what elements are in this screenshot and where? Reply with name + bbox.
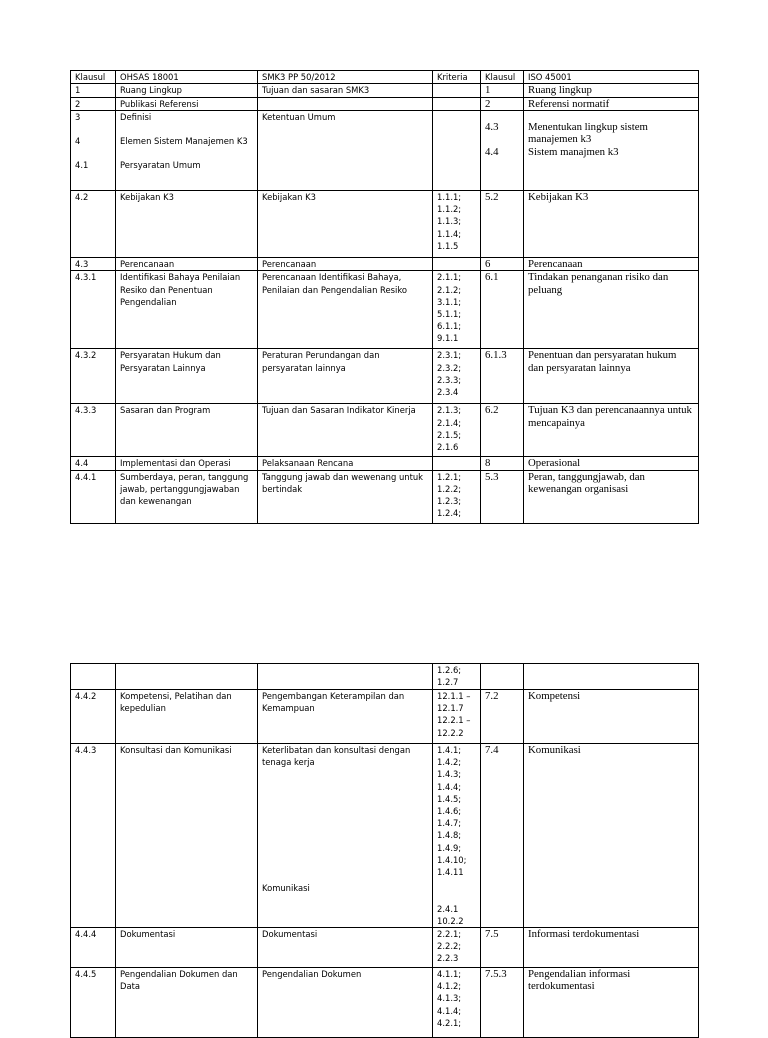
iso-cell: Peran, tanggungjawab, dan kewenangan organisasi bbox=[524, 470, 699, 523]
ohsas-cell: Sumberdaya, peran, tanggung jawab, pertanggungjawaban dan kewenangan bbox=[116, 470, 258, 523]
klausul-cell: 4.4.5 bbox=[71, 968, 116, 1038]
ohsas-cell: Konsultasi dan Komunikasi bbox=[116, 744, 258, 928]
kriteria-item: 12.1.7 bbox=[437, 703, 464, 714]
kriteria-item: 2.1.3; bbox=[437, 405, 462, 416]
ohsas-cell: Identifikasi Bahaya Penilaian Resiko dan Penentuan Pengendalian bbox=[116, 271, 258, 349]
kriteria-item: 1.4.10; bbox=[437, 854, 467, 865]
kriteria-item: 12.2.2 bbox=[437, 727, 464, 738]
ohsas-cell: Sasaran dan Program bbox=[116, 404, 258, 457]
kriteria-cell bbox=[433, 457, 481, 470]
kriteria-item: 4.1.2; bbox=[437, 981, 462, 992]
iso-klausul-cell: 6.1.3 bbox=[481, 349, 524, 404]
header-klausul: Klausul bbox=[71, 71, 116, 84]
table-row bbox=[71, 258, 699, 271]
iso-klausul-cell: 5.2 bbox=[481, 191, 524, 258]
klausul-cell bbox=[71, 664, 116, 690]
table-row bbox=[71, 744, 699, 928]
kriteria-item: 6.1.1; bbox=[437, 321, 462, 332]
kriteria-item: 4.1.3; bbox=[437, 993, 462, 1004]
kriteria-cell bbox=[433, 744, 481, 928]
iso-klausul-cell: 6 bbox=[481, 258, 524, 271]
table-row bbox=[71, 664, 699, 690]
smk3-cell bbox=[258, 664, 433, 690]
ohsas-definisi: Definisi bbox=[120, 112, 152, 123]
kriteria-item: 12.1.1 – bbox=[437, 691, 471, 701]
table-row bbox=[71, 470, 699, 523]
kriteria-item: 4.1.1; bbox=[437, 969, 462, 980]
smk3-cell: Pengembangan Keterampilan dan Kemampuan bbox=[258, 690, 433, 744]
ohsas-cell: Kompetensi, Pelatihan dan kepedulian bbox=[116, 690, 258, 744]
iso-klausul-cell bbox=[481, 111, 524, 191]
iso-cell: Tindakan penanganan risiko dan peluang bbox=[524, 271, 699, 349]
iso-cell: Pengendalian informasi terdokumentasi bbox=[524, 968, 699, 1038]
header-smk3: SMK3 PP 50/2012 bbox=[258, 71, 433, 84]
smk3-cell: Dokumentasi bbox=[258, 928, 433, 968]
smk3-cell bbox=[258, 97, 433, 110]
klausul-cell: 4.4.1 bbox=[71, 470, 116, 523]
ohsas-cell: Persyaratan Hukum dan Persyaratan Lainnya bbox=[116, 349, 258, 404]
ohsas-cell bbox=[116, 111, 258, 191]
kriteria-item: 2.2.3 bbox=[437, 953, 459, 964]
table-row bbox=[71, 349, 699, 404]
ohsas-cell: Publikasi Referensi bbox=[116, 97, 258, 110]
iso-cell bbox=[524, 111, 699, 191]
iso-klausul-4-3: 4.3 bbox=[485, 121, 499, 134]
kriteria-cell bbox=[433, 271, 481, 349]
smk3-komunikasi: Komunikasi bbox=[262, 883, 310, 894]
kriteria-cell bbox=[433, 84, 481, 97]
kriteria-item: 2.3.3; bbox=[437, 374, 462, 385]
table-row bbox=[71, 928, 699, 968]
smk3-cell: Tujuan dan sasaran SMK3 bbox=[258, 84, 433, 97]
smk3-cell: Pelaksanaan Rencana bbox=[258, 457, 433, 470]
ohsas-cell: Ruang Lingkup bbox=[116, 84, 258, 97]
iso-cell: Tujuan K3 dan perencanaannya untuk mencapainya bbox=[524, 404, 699, 457]
iso-sistem: Sistem manajmen k3 bbox=[528, 145, 619, 158]
header-kriteria: Kriteria bbox=[433, 71, 481, 84]
kriteria-item: 10.2.2 bbox=[437, 915, 464, 926]
kriteria-cell bbox=[433, 349, 481, 404]
ohsas-persyaratan-umum: Persyaratan Umum bbox=[120, 160, 201, 171]
kriteria-item: 1.2.2; bbox=[437, 484, 462, 495]
kriteria-item: 1.1.4; bbox=[437, 228, 462, 239]
kriteria-item: 1.4.3; bbox=[437, 769, 462, 780]
kriteria-item: 4.2.1; bbox=[437, 1017, 462, 1028]
kriteria-item: 1.1.5 bbox=[437, 240, 459, 251]
smk3-cell: Ketentuan Umum bbox=[258, 111, 433, 191]
table-row bbox=[71, 84, 699, 97]
ohsas-cell: Kebijakan K3 bbox=[116, 191, 258, 258]
klausul-cell bbox=[71, 111, 116, 191]
kriteria-item: 1.4.2; bbox=[437, 757, 462, 768]
kriteria-item: 3.1.1; bbox=[437, 296, 462, 307]
kriteria-cell bbox=[433, 111, 481, 191]
kriteria-cell bbox=[433, 470, 481, 523]
kriteria-item: 2.4.1 bbox=[437, 903, 459, 914]
kriteria-item: 1.2.1; bbox=[437, 471, 462, 482]
kriteria-item: 1.4.6; bbox=[437, 806, 462, 817]
table-row bbox=[71, 457, 699, 470]
iso-klausul-cell: 7.4 bbox=[481, 744, 524, 928]
klausul-cell: 4.3.2 bbox=[71, 349, 116, 404]
klausul-cell: 1 bbox=[71, 84, 116, 97]
klausul-cell: 4.4.4 bbox=[71, 928, 116, 968]
table-row bbox=[71, 97, 699, 110]
iso-cell: Ruang lingkup bbox=[524, 84, 699, 97]
table-row bbox=[71, 968, 699, 1038]
kriteria-item: 2.2.2; bbox=[437, 941, 462, 952]
klausul-cell: 4.4 bbox=[71, 457, 116, 470]
ohsas-cell: Perencanaan bbox=[116, 258, 258, 271]
kriteria-item: 12.2.1 – bbox=[437, 715, 471, 726]
kriteria-item: 1.1.1; bbox=[437, 192, 462, 203]
kriteria-item: 1.4.7; bbox=[437, 818, 462, 829]
klausul-cell: 4.4.2 bbox=[71, 690, 116, 744]
kriteria-item: 9.1.1 bbox=[437, 333, 459, 344]
klausul-4: 4 bbox=[75, 136, 81, 147]
kriteria-item: 2.1.2; bbox=[437, 284, 462, 295]
kriteria-cell bbox=[433, 97, 481, 110]
kriteria-item: 4.1.4; bbox=[437, 1005, 462, 1016]
kriteria-item: 2.1.6 bbox=[437, 442, 459, 453]
iso-klausul-cell: 6.1 bbox=[481, 271, 524, 349]
kriteria-item: 2.1.1; bbox=[437, 272, 462, 283]
smk3-cell: Tujuan dan Sasaran Indikator Kinerja bbox=[258, 404, 433, 457]
ohsas-cell bbox=[116, 664, 258, 690]
kriteria-cell bbox=[433, 258, 481, 271]
table-header-row bbox=[71, 71, 699, 84]
klausul-cell: 4.3.1 bbox=[71, 271, 116, 349]
iso-klausul-cell: 2 bbox=[481, 97, 524, 110]
iso-cell: Kompetensi bbox=[524, 690, 699, 744]
kriteria-item: 2.3.4 bbox=[437, 387, 459, 398]
iso-klausul-cell: 8 bbox=[481, 457, 524, 470]
kriteria-item: 2.2.1; bbox=[437, 929, 462, 940]
iso-klausul-cell: 7.5 bbox=[481, 928, 524, 968]
iso-klausul-4-4: 4.4 bbox=[485, 145, 499, 158]
smk3-cell bbox=[258, 744, 433, 928]
iso-cell: Referensi normatif bbox=[524, 97, 699, 110]
smk3-cell: Tanggung jawab dan wewenang untuk bertindak bbox=[258, 470, 433, 523]
kriteria-item: 2.1.4; bbox=[437, 417, 462, 428]
klausul-cell: 2 bbox=[71, 97, 116, 110]
iso-klausul-cell: 6.2 bbox=[481, 404, 524, 457]
kriteria-item: 1.4.4; bbox=[437, 781, 462, 792]
iso-klausul-cell: 7.5.3 bbox=[481, 968, 524, 1038]
kriteria-item: 1.2.3; bbox=[437, 496, 462, 507]
table-row bbox=[71, 191, 699, 258]
smk3-cell: Perencanaan bbox=[258, 258, 433, 271]
iso-klausul-cell: 7.2 bbox=[481, 690, 524, 744]
iso-klausul-cell bbox=[481, 664, 524, 690]
kriteria-item: 1.4.5; bbox=[437, 793, 462, 804]
kriteria-cell bbox=[433, 968, 481, 1038]
kriteria-item: 1.4.1; bbox=[437, 745, 462, 755]
kriteria-cell bbox=[433, 191, 481, 258]
ohsas-elemen: Elemen Sistem Manajemen K3 bbox=[120, 136, 248, 147]
iso-lingkup: Menentukan lingkup sistem manajemen k3 bbox=[528, 121, 648, 146]
kriteria-item: 1.4.8; bbox=[437, 830, 462, 841]
kriteria-item: 1.2.6; bbox=[437, 665, 462, 675]
klausul-3: 3 bbox=[75, 112, 81, 123]
header-klausul-iso: Klausul bbox=[481, 71, 524, 84]
smk3-cell: Perencanaan Identifikasi Bahaya, Penilaian dan Pengendalian Resiko bbox=[258, 271, 433, 349]
iso-cell: Perencanaan bbox=[524, 258, 699, 271]
kriteria-item: 1.2.7 bbox=[437, 677, 459, 688]
klausul-cell: 4.3 bbox=[71, 258, 116, 271]
kriteria-cell bbox=[433, 928, 481, 968]
ohsas-cell: Dokumentasi bbox=[116, 928, 258, 968]
kriteria-cell bbox=[433, 404, 481, 457]
kriteria-item: 1.2.4; bbox=[437, 508, 462, 519]
iso-cell: Penentuan dan persyaratan hukum dan persyaratan lainnya bbox=[524, 349, 699, 404]
klausul-4-1: 4.1 bbox=[75, 160, 89, 171]
clause-comparison-table-1 bbox=[70, 70, 699, 524]
kriteria-cell bbox=[433, 664, 481, 690]
kriteria-item: 1.1.3; bbox=[437, 216, 462, 227]
kriteria-item: 5.1.1; bbox=[437, 309, 462, 320]
table-row bbox=[71, 690, 699, 744]
kriteria-item: 1.1.2; bbox=[437, 204, 462, 215]
iso-klausul-cell: 1 bbox=[481, 84, 524, 97]
iso-klausul-cell: 5.3 bbox=[481, 470, 524, 523]
smk3-cell: Peraturan Perundangan dan persyaratan lainnya bbox=[258, 349, 433, 404]
kriteria-item: 2.1.5; bbox=[437, 429, 462, 440]
klausul-cell: 4.4.3 bbox=[71, 744, 116, 928]
header-iso: ISO 45001 bbox=[524, 71, 699, 84]
kriteria-item: 1.4.9; bbox=[437, 842, 462, 853]
kriteria-item: 2.3.2; bbox=[437, 362, 462, 373]
ohsas-cell: Pengendalian Dokumen dan Data bbox=[116, 968, 258, 1038]
kriteria-cell bbox=[433, 690, 481, 744]
kriteria-item: 1.4.11 bbox=[437, 867, 464, 878]
header-ohsas: OHSAS 18001 bbox=[116, 71, 258, 84]
clause-comparison-table-2 bbox=[70, 663, 699, 1038]
klausul-cell: 4.2 bbox=[71, 191, 116, 258]
iso-cell: Informasi terdokumentasi bbox=[524, 928, 699, 968]
iso-cell: Operasional bbox=[524, 457, 699, 470]
iso-cell bbox=[524, 664, 699, 690]
kriteria-item: 2.3.1; bbox=[437, 350, 462, 361]
table-row bbox=[71, 111, 699, 191]
smk3-cell: Kebijakan K3 bbox=[258, 191, 433, 258]
klausul-cell: 4.3.3 bbox=[71, 404, 116, 457]
iso-cell: Kebijakan K3 bbox=[524, 191, 699, 258]
table-row bbox=[71, 404, 699, 457]
smk3-keterlibatan: Keterlibatan dan konsultasi dengan tenaga kerja bbox=[262, 745, 411, 768]
iso-cell: Komunikasi bbox=[524, 744, 699, 928]
table-row bbox=[71, 271, 699, 349]
smk3-cell: Pengendalian Dokumen bbox=[258, 968, 433, 1038]
ohsas-cell: Implementasi dan Operasi bbox=[116, 457, 258, 470]
